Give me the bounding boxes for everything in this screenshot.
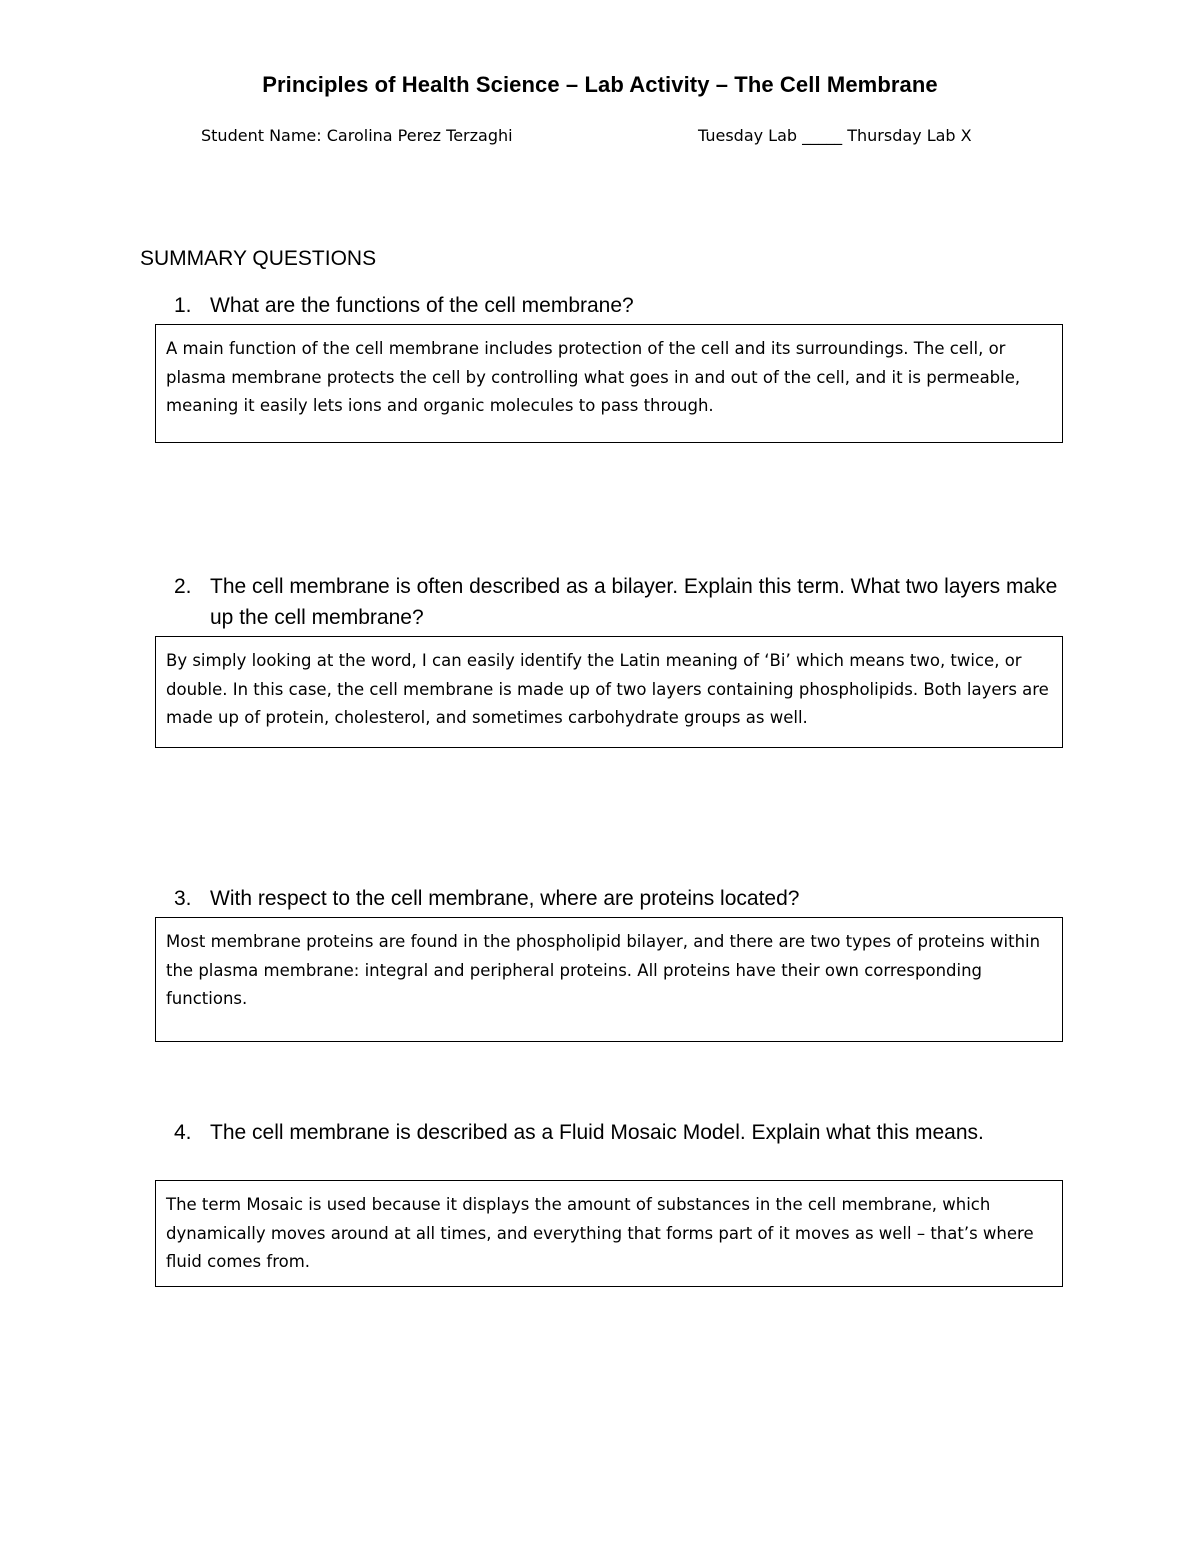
section-title: SUMMARY QUESTIONS — [140, 247, 377, 270]
question-number: 3. — [174, 887, 192, 910]
student-name: Student Name: Carolina Perez Terzaghi — [201, 126, 513, 145]
question-text: What are the functions of the cell membrane? — [210, 294, 634, 317]
page-title: Principles of Health Science – Lab Activity – The Cell Membrane — [262, 72, 938, 97]
question-text: With respect to the cell membrane, where are proteins located? — [210, 887, 800, 910]
answer-box-4[interactable]: The term Mosaic is used because it displays the amount of substances in the cell membrane, which dynamically moves around at all times, and everything that forms part of it moves as well – that’s where fluid comes from. — [155, 1180, 1063, 1287]
question-number: 4. — [174, 1121, 192, 1144]
question-text: The cell membrane is described as a Fluid Mosaic Model. Explain what this means. — [210, 1121, 984, 1144]
lab-day: Tuesday Lab _____ Thursday Lab X — [698, 126, 972, 145]
answer-box-3[interactable]: Most membrane proteins are found in the phospholipid bilayer, and there are two types of proteins within the plasma membrane: integral and peripheral proteins. All proteins have their own corresponding functions. — [155, 917, 1063, 1042]
question-number: 1. — [174, 294, 192, 317]
question-text: The cell membrane is often described as a bilayer. Explain this term. What two layers make up the cell membrane? — [210, 575, 1058, 629]
answer-box-1[interactable]: A main function of the cell membrane includes protection of the cell and its surroundings. The cell, or plasma membrane protects the cell by controlling what goes in and out of the cell, and it is permeable, meaning it easily lets ions and organic molecules to pass through. — [155, 324, 1063, 443]
question-number: 2. — [174, 575, 192, 598]
answer-box-2[interactable]: By simply looking at the word, I can easily identify the Latin meaning of ‘Bi’ which means two, twice, or double. In this case, the cell membrane is made up of two layers containing phospholipids. Both layers are made up of protein, cholesterol, and sometimes carbohydrate groups as well. — [155, 636, 1063, 748]
